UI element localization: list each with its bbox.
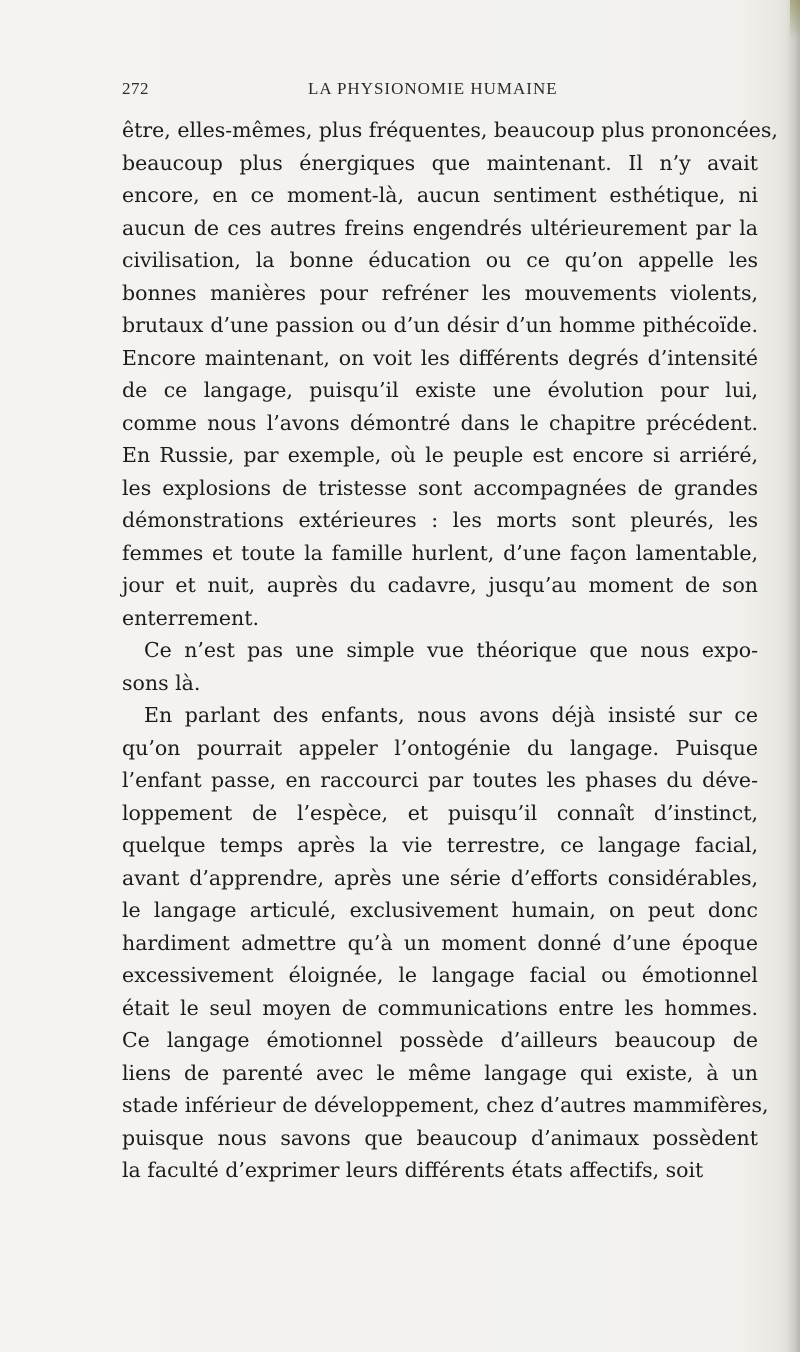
paragraph	[122, 114, 778, 634]
text-line: jour et nuit, auprès du cadavre, jusqu’au moment de son	[122, 573, 758, 597]
text-line: civilisation, la bonne éducation ou ce qu’on appelle les	[122, 248, 758, 272]
text-line: aucun de ces autres freins engendrés ultérieurement par la	[122, 215, 758, 240]
text-line: Encore maintenant, on voit les différents degrés d’intensité	[122, 345, 758, 370]
text-line: femmes et toute la famille hurlent, d’une façon lamentable,	[122, 540, 758, 565]
text-line: de ce langage, puisqu’il existe une évolution pour lui,	[122, 378, 758, 402]
text-line: liens de parenté avec le même langage qui existe, à un	[122, 1060, 758, 1085]
text-line: qu’on pourrait appeler l’ontogénie du langage. Puisque	[122, 735, 758, 760]
text-line: l’enfant passe, en raccourci par toutes les phases du déve-	[122, 768, 758, 792]
text-line: était le seul moyen de communications entre les hommes.	[122, 995, 758, 1020]
text-line: la faculté d’exprimer leurs différents états affectifs, soit	[122, 1158, 704, 1182]
page-header	[122, 79, 762, 101]
running-title: LA PHYSIONOMIE HUMAINE	[308, 79, 558, 98]
text-line: En parlant des enfants, nous avons déjà insisté sur ce	[144, 703, 758, 727]
text-line: le langage articulé, exclusivement humain, on peut donc	[122, 898, 758, 922]
text-line: En Russie, par exemple, où le peuple est encore si arriéré,	[122, 443, 758, 467]
page-number: 272	[122, 79, 149, 98]
text-line: excessivement éloignée, le langage facial ou émotionnel	[122, 963, 758, 987]
text-line: quelque temps après la vie terrestre, ce langage facial,	[122, 833, 758, 857]
text-line: puisque nous savons que beaucoup d’animaux possèdent	[122, 1125, 758, 1150]
text-line: sons là.	[122, 670, 201, 695]
text-line: être, elles-mêmes, plus fréquentes, beaucoup plus prononcées,	[122, 118, 778, 142]
text-line: avant d’apprendre, après une série d’efforts considérables,	[122, 865, 758, 890]
text-line: les explosions de tristesse sont accompagnées de grandes	[122, 475, 758, 500]
body-text	[122, 114, 778, 1187]
text-line: hardiment admettre qu’à un moment donné d’une époque	[122, 930, 758, 955]
text-line: stade inférieur de développement, chez d’autres mammifères,	[122, 1093, 769, 1117]
text-line: brutaux d’une passion ou d’un désir d’un homme pithécoïde.	[122, 313, 758, 337]
text-line: démonstrations extérieures : les morts sont pleurés, les	[122, 508, 758, 532]
paragraph	[122, 699, 769, 1187]
text-line: Ce n’est pas une simple vue théorique que nous expo-	[144, 638, 758, 662]
page-corner-mark	[790, 0, 800, 40]
text-line: bonnes manières pour refréner les mouvements violents,	[122, 280, 758, 305]
text-line: encore, en ce moment-là, aucun sentiment esthétique, ni	[122, 183, 758, 207]
text-line: beaucoup plus énergiques que maintenant. Il n’y avait	[122, 150, 758, 175]
paragraph	[122, 634, 758, 699]
text-line: loppement de l’espèce, et puisqu’il connaît d’instinct,	[122, 800, 758, 825]
text-line: Ce langage émotionnel possède d’ailleurs beaucoup de	[122, 1028, 758, 1052]
page-edge-shadow	[786, 0, 800, 1352]
text-line: comme nous l’avons démontré dans le chapitre précédent.	[122, 410, 758, 435]
text-line: enterrement.	[122, 605, 259, 630]
